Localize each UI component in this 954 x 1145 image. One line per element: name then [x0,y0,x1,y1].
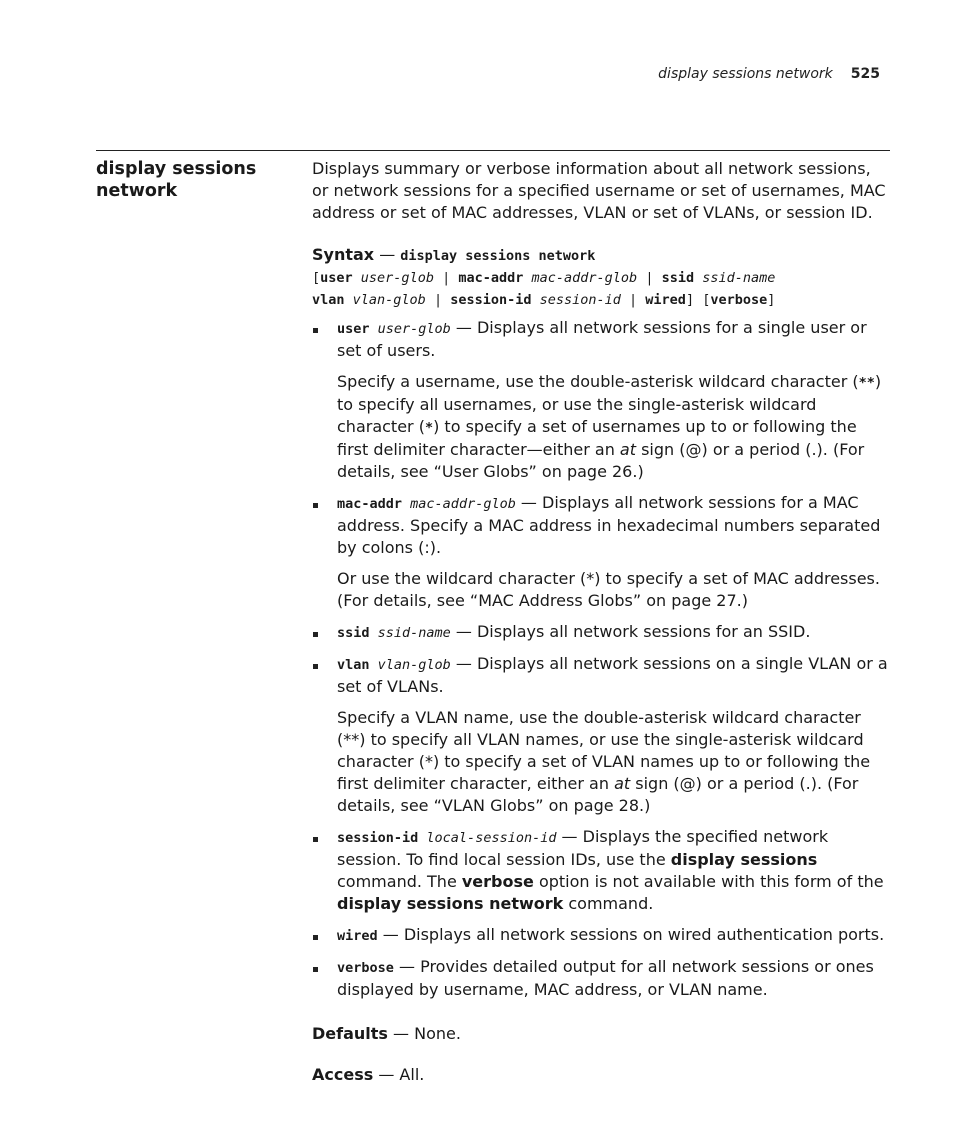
option-description: — Displays all network sessions for a MAC address. Specify a MAC address in hexadecimal numbers separated by colons (:). [337,493,881,557]
section-body [312,158,892,1086]
section-title: display sessions network [96,159,257,201]
option-description: option is not available with this form of the [533,872,884,891]
section-description: Displays summary or verbose information about all network sessions, or network sessions for a specified username or set of usernames, MAC address or set of MAC addresses, VLAN or set of VLANs, or session ID. [312,159,886,222]
option-ssid [312,621,892,644]
option-keyword: verbose [337,960,394,976]
option-list [312,317,892,1001]
option-description: command. The [337,872,462,891]
option-keyword: vlan [337,657,370,673]
defaults-value: — None. [387,1024,461,1043]
option-keyword: wired [337,928,378,944]
defaults-line [312,1023,892,1045]
section-rule [96,150,890,151]
syntax-command: display sessions network [400,248,596,264]
option-arg: user-glob [377,321,451,337]
syntax-block [312,244,892,311]
syntax-heading [312,244,892,267]
note-emphasis: at [619,440,636,459]
bracket: ] [767,292,776,308]
option-keyword: session-id [337,830,419,846]
separator: | [637,270,662,286]
syntax-user-arg: user-glob [360,270,434,286]
option-note: Or use the wildcard character (*) to specify a set of MAC addresses. (For details, see “MAC Address Globs” on page 27.) [337,569,880,610]
option-session-id [312,826,892,915]
syntax-label: Syntax [312,245,375,264]
running-title: display sessions network [658,66,833,82]
syntax-ssid-arg: ssid-name [702,270,776,286]
defaults-label: Defaults [312,1024,388,1043]
bracket: ] [685,292,695,308]
access-value: — All. [373,1065,425,1084]
note-text: sign (@) or a period (.). (For details, see “VLAN Globs” on page 28.) [337,774,859,815]
option-vlan [312,653,892,817]
syntax-line-2 [312,289,892,311]
syntax-vlan-arg: vlan-glob [352,292,426,308]
option-user [312,317,892,483]
syntax-vlan-keyword: vlan [312,292,345,308]
option-arg: local-session-id [426,830,557,846]
separator: | [425,292,451,308]
syntax-wired-keyword: wired [645,292,686,308]
syntax-user-keyword: user [320,270,353,286]
note-text: ) to specify all usernames, or use the single-asterisk wildcard character ( [337,372,882,436]
option-note [337,707,892,817]
syntax-dash: — [374,245,401,264]
bracket: [ [702,292,711,308]
option-arg: ssid-name [377,625,451,641]
syntax-mac-keyword: mac-addr [458,270,524,286]
note-emphasis: at [614,774,631,793]
running-header [658,66,880,82]
note-text: Specify a VLAN name, use the double-asterisk wildcard character (**) to specify all VLAN names, or use the single-asterisk wildcard character (*) to specify a set of VLAN names up to or following the first delimiter character, either an [337,708,871,793]
note-wildcard: ** [858,375,875,391]
command-ref: verbose [461,872,534,891]
page-number: 525 [850,66,880,82]
option-description: — Provides detailed output for all network sessions or ones displayed by username, MAC address, or VLAN name. [337,957,874,999]
option-description: — Displays all network sessions on a single VLAN or a set of VLANs. [337,654,888,696]
option-verbose [312,956,892,1001]
option-description: command. [563,894,654,913]
option-arg: mac-addr-glob [410,496,516,512]
separator: | [433,270,459,286]
option-description: — Displays all network sessions for an SSID. [450,622,811,641]
command-ref: display sessions [670,850,818,869]
option-description: — Displays all network sessions for a single user or set of users. [337,318,867,360]
option-description: — Displays all network sessions on wired authentication ports. [377,925,885,944]
option-description: — Displays the specified network session. To find local session IDs, use the [337,827,829,869]
access-line [312,1064,892,1086]
note-text: sign (@) or a period (.). (For details, see “User Globs” on page 26.) [337,440,865,481]
note-text: Specify a username, use the double-asterisk wildcard character ( [337,372,859,391]
access-label: Access [312,1065,374,1084]
option-mac-addr [312,492,892,612]
syntax-session-arg: session-id [539,292,621,308]
note-wildcard: * [424,420,434,436]
syntax-ssid-keyword: ssid [661,270,695,286]
syntax-mac-arg: mac-addr-glob [531,270,638,286]
option-arg: vlan-glob [377,657,451,673]
option-note [337,371,892,483]
option-keyword: mac-addr [337,496,403,512]
separator: | [620,292,646,308]
syntax-session-keyword: session-id [450,292,532,308]
command-ref: display sessions network [337,894,564,913]
option-wired [312,924,892,947]
bracket: [ [312,270,321,286]
option-keyword: ssid [337,625,370,641]
option-keyword: user [337,321,370,337]
note-text: ) to specify a set of usernames up to or following the first delimiter character—either an [337,417,857,459]
syntax-line-1 [312,267,892,289]
syntax-verbose-keyword: verbose [710,292,768,308]
